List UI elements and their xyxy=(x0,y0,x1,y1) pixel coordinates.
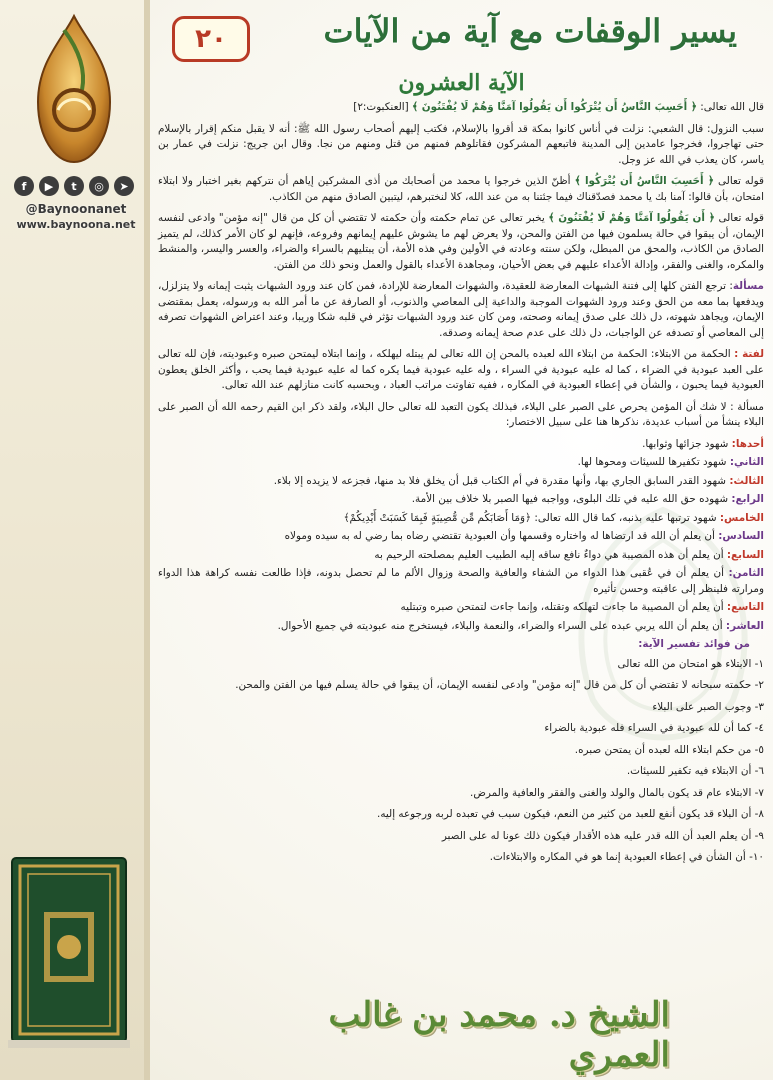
benefits-list xyxy=(158,657,764,866)
issue-paragraph xyxy=(158,279,764,341)
reason-text: شهود ترتبها عليه بذنبه، كما قال الله تعالى: ﴿وَمَا أَصَابَكُم مِّن مُّصِيبَةٍ فَبِمَا كَسَبَتْ أَيْدِيكُمْ﴾ xyxy=(343,511,720,524)
benefit-item: ٣- وجوب الصبر على البلاء xyxy=(652,700,764,713)
reason-text: شهود جزائها وثوابها. xyxy=(642,437,732,450)
occasion-paragraph: سبب النزول: قال الشعبي: نزلت في أناس كانوا بمكة قد أقروا بالإسلام، فكتب إليهم أصحاب رسول الله ﷺ: أنه لا يقبل منكم إقرار بالإسلام حتى تهاجروا، فخرجوا عامدين إلى المدينة فاتبعهم المشركون فقاتلوهم فمنهم من قتل ومنهم من نجا. وقال ابن جريج: نزلت في عمار بن ياسر، كان يعذب في الله عز وجل. xyxy=(158,122,764,166)
reason-label: الرابع: xyxy=(731,493,764,505)
reason-item xyxy=(158,548,764,564)
youtube-icon[interactable]: ▶ xyxy=(39,176,59,196)
social-links xyxy=(14,176,134,196)
telegram-icon[interactable]: ➤ xyxy=(114,176,134,196)
benefit-item: ٤- كما أن لله عبودية في السراء فله عبودية بالضراء xyxy=(544,722,764,734)
reason-label: العاشر: xyxy=(725,619,764,632)
quran-verse: ﴿ أَحَسِبَ النَّاسُ أَن يُتْرَكُوا ﴾ xyxy=(574,175,715,187)
reason-text: أن يعلم أن الله قد ارتضاها له واختاره وقسمها وأن العبودية تقتضي رضاه بما رضي له به سيده ومولاه xyxy=(284,530,719,542)
benefit-item: ٦- أن الابتلاء فيه تكفير للسيئات. xyxy=(626,765,764,777)
reason-label: الثامن: xyxy=(728,567,764,579)
note-paragraph xyxy=(158,347,764,394)
episode-number: ٢٠ xyxy=(172,16,250,62)
reason-item xyxy=(158,492,764,508)
benefit-item: ٥- من حكم ابتلاء الله لعبده أن يمتحن صبره. xyxy=(574,743,764,756)
tafsir-text: يخبر تعالى عن تمام حكمته وأن حكمته لا تقتضي أن كل من قال "إنه مؤمن" وادعى لنفسه الإيمان، أن يبقوا في حالة يسلمون فيها من الفتن والمحن، ولا يعرض لهم ما يشوش عليهم إيمانهم وفروعه، فإنهم لو كان الأمر كذلك، لم يتميز الصادق من الكاذب، والمحق من المبطل، ولكن سنته وعادته في الأولين وفي هذه الأمة، أن يبتليهم بالسراء والضراء، والعسر واليسر، والمنشط والمكره، والغنى والفقر، وإدالة الأعداء عليهم في بعض الأحيان، ومجاهدة الأعداء بالقول والعمل ونحو ذلك من الفتن. xyxy=(158,212,764,271)
tafsir-lead: قوله تعالى xyxy=(718,175,764,187)
reason-item xyxy=(158,566,764,597)
patience-paragraph: مسألة : لا شك أن المؤمن يحرص على الصبر على البلاء، فبذلك يكون التعبد لله تعالى حال البلاء، ولقد ذكر ابن القيم رحمه الله أن الصبر على البلاء ينشأ من أسباب عديدة، نذكرها هنا على سبيل الاختصار: xyxy=(158,400,764,428)
reason-text: شهود القدر السابق الجاري بها، وأنها مقدرة في أم الكتاب قبل أن يخلق فلا بد منها، فجزعه لا يزيده إلا بلاء. xyxy=(273,474,730,487)
verse-reference: [العنكبوت:٢] xyxy=(353,101,409,113)
reason-text: أن يعلم أن المصيبة ما جاءت لتهلكه وتقتله، وإنما جاءت لتمتحن صبره وتبتليه xyxy=(400,601,727,613)
benefit-item: ٨- أن البلاء قد يكون أنفع للعبد من كثير من النعم، فيكون سبب في تعبده لربه ورجوعه إليه. xyxy=(377,808,764,820)
reason-item xyxy=(158,455,764,471)
issue-label: مسألة xyxy=(732,280,764,292)
reason-text: شهوده حق الله عليه في تلك البلوى، وواجبه فيها الصبر بلا خلاف بين الأمة. xyxy=(411,493,732,505)
benefits-title: من فوائد تفسير الآية: xyxy=(638,638,750,650)
quran-book-image xyxy=(4,850,134,1050)
baynoona-logo xyxy=(24,10,124,170)
quran-verse: ﴿ أَحَسِبَ النَّاسُ أَن يُتْرَكُوا أَن يَقُولُوا آمَنَّا وَهُمْ لَا يُفْتَنُونَ ﴾ xyxy=(412,101,697,113)
reason-item xyxy=(158,474,764,490)
twitter-icon[interactable]: t xyxy=(64,176,84,196)
tafsir-paragraph-1 xyxy=(158,174,764,205)
reason-item xyxy=(158,619,764,635)
article-body xyxy=(158,100,764,960)
benefit-item: ٢- حكمته سبحانه لا تقتضي أن كل من قال "إنه مؤمن" وادعى لنفسه الإيمان، أن يبقوا في حالة يسلم فيها من الفتن والمحن. xyxy=(235,679,764,691)
reason-item xyxy=(158,600,764,616)
reason-label: الثالث: xyxy=(729,474,764,487)
reason-label: السادس: xyxy=(718,530,764,542)
note-label: لفتة : xyxy=(734,348,764,360)
reason-item xyxy=(158,437,764,453)
reason-label: أحدها: xyxy=(731,437,764,450)
benefit-item: ١- الابتلاء هو امتحان من الله تعالى xyxy=(617,657,764,670)
reason-text: أن يعلم أن في عُقبى هذا الدواء من الشفاء والعافية والصحة وزوال الألم ما لم تحصل بدونه، فإذا طالعت نفسه كراهة هذا الدواء ومرارته فلينظر إلى عاقبته وحسن تأثيره xyxy=(158,567,764,595)
page-header xyxy=(150,12,773,64)
tafsir-lead: قوله تعالى xyxy=(718,212,765,224)
benefit-item: ١٠- أن الشأن في إعطاء العبودية إنما هو في المكاره والابتلاءات. xyxy=(489,851,764,863)
intro-label: قال الله تعالى: xyxy=(700,101,764,113)
ayah-subtitle: الآية العشرون xyxy=(398,70,525,96)
reason-item xyxy=(158,511,764,527)
instagram-icon[interactable]: ◎ xyxy=(89,176,109,196)
social-handle[interactable]: @Baynoonanet xyxy=(25,202,127,216)
reason-label: الخامس: xyxy=(719,511,764,524)
reason-item xyxy=(158,529,764,545)
tafsir-text: أظنّ الذين خرجوا يا محمد من أصحابك من أذى المشركين إياهم أن نتركهم بغير اختبار ولا ابتلاء امتحان، بأن قالوا: آمنا بك يا محمد فصدّقناك فيما جئتنا به من عند الله، كلا لنختبرهم، ليتبين الصادق منهم من الكاذب. xyxy=(158,175,764,203)
main-panel xyxy=(150,0,773,1080)
reason-label: الثاني: xyxy=(729,456,764,468)
reason-text: أن يعلم أن هذه المصيبة هي دواءٌ نافع ساقه إليه الطبيب العليم بمصلحته الرحيم به xyxy=(374,548,727,561)
note-text: الحكمة من الابتلاء: الحكمة من ابتلاء الله لعبده بالمحن إن الله تعالى لم يبتله ليهلكه ، وإنما ابتلاه ليمتحن صبره وعبوديته، فإن لله تعالى على العبد عبودية في الضراء ، كما له عليه عبودية في السراء ، وله عليه عبودية فيما يكره كما له عليه عبودية فيما يحب ، وأكثر الخلق يعطون العبودية فيما يحبون ، والشأن في إعطاء العبودية في المكاره ، ففيه تفاوتت مراتب العباد ، وبحسبه كانت منازلهم عند الله تعالى. xyxy=(158,348,764,391)
facebook-icon[interactable]: f xyxy=(14,176,34,196)
intro-line xyxy=(158,100,764,116)
reasons-list xyxy=(158,437,764,635)
reason-text: أن يعلم أن الله يربي عبده على السراء والضراء، والنعمة والبلاء، فيستخرج منه عبوديته في جميع الأحوال. xyxy=(277,619,726,632)
reason-label: السابع: xyxy=(726,548,764,561)
page-title: يسير الوقفات مع آية من الآيات xyxy=(323,12,737,50)
quran-verse: ﴿ أَن يَقُولُوا آمَنَّا وَهُمْ لَا يُفْتَنُونَ ﴾ xyxy=(548,212,715,224)
tafsir-paragraph-2 xyxy=(158,211,764,273)
left-sidebar xyxy=(0,0,150,1080)
author-signature: الشيخ د. محمد بن غالب العمري xyxy=(328,995,670,1075)
issue-text: : ترجع الفتن كلها إلى فتنة الشبهات المعارضة للعقيدة، والشهوات المعارضة للإرادة، فمن كان عند ورود الشبهات يثبت إيمانه ولا يتزلزل، ويدفعها بما معه من الحق وعند ورود الشهوات الموجبة والداعية إلى المعاصي والذنوب، أو الصارفة عن ما أمر الله به ورسوله، يعمل بمقتضى الإيمان، ويجاهد شهوته، دل ذلك على صدق إيمانه وصحته، ومن كان عند ورود الشبهات تؤثر في قلبه شكا وريبا، وعند اعتراض الشهوات تصرفه إلى المعاصي أو تصدفه عن الواجبات، دل ذلك على عدم صحة إيمانه وصدقه. xyxy=(158,280,764,339)
benefit-item: ٧- الابتلاء عام قد يكون بالمال والولد والغنى والفقر والعافية والمرض. xyxy=(470,786,764,799)
benefit-item: ٩- أن يعلم العبد أن الله قدر عليه هذه الأقدار فيكون ذلك عونا له على الصبر xyxy=(441,829,764,842)
website-link[interactable]: www.baynoona.net xyxy=(16,218,136,231)
reason-text: شهود تكفيرها للسيئات ومحوها لها. xyxy=(577,456,730,468)
reason-label: التاسع: xyxy=(726,601,764,613)
